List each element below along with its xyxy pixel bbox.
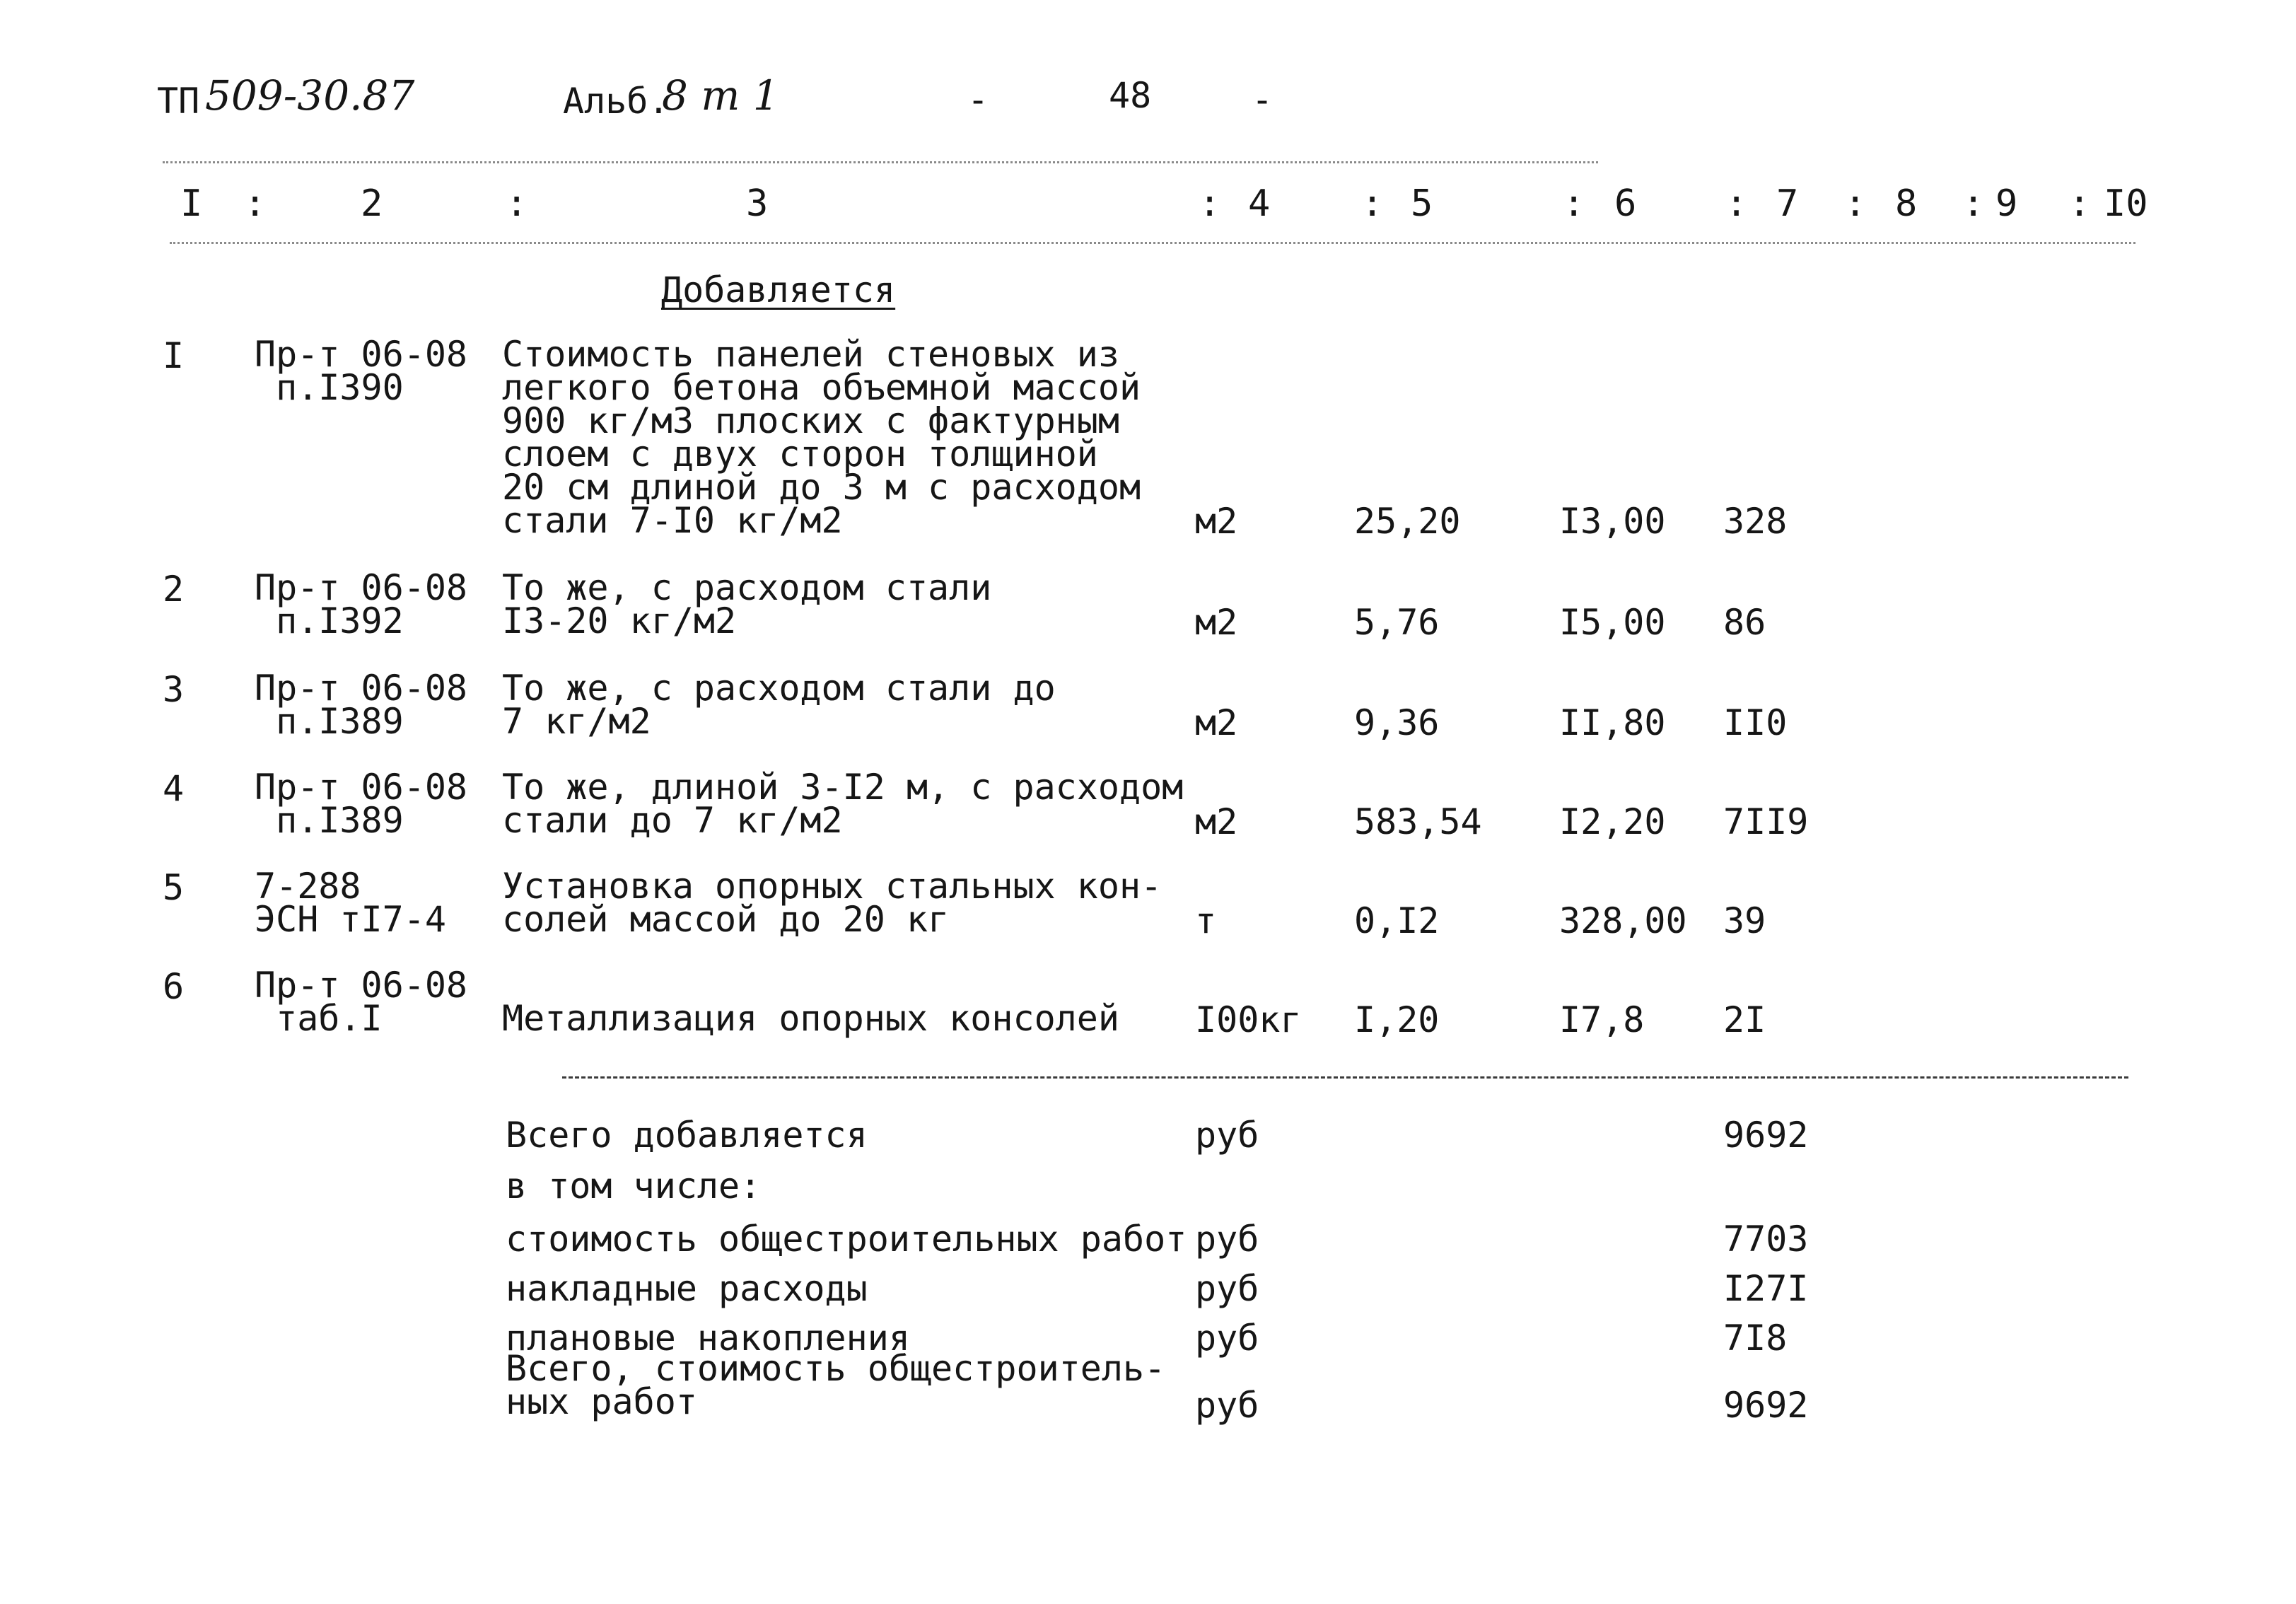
row-description: Металлизация опорных консолей <box>502 998 1119 1039</box>
row-description: То же, длиной 3-I2 м, с расходом стали до 7 кг/м2 <box>502 767 1184 841</box>
row-unit-price: I2,20 <box>1559 801 1666 842</box>
row-quantity: 5,76 <box>1354 602 1440 643</box>
page-dash-left: - <box>967 79 989 120</box>
summary-total: 9692 <box>1723 1385 1809 1426</box>
row-total: 2I <box>1723 999 1766 1040</box>
row-code: Пр-т 06-08 п.I390 <box>255 334 468 408</box>
column-separator: : <box>1725 182 1748 225</box>
column-number: 8 <box>1895 182 1918 225</box>
row-code: Пр-т 06-08 п.I389 <box>255 767 468 841</box>
row-description: То же, с расходом стали I3-20 кг/м2 <box>502 567 992 641</box>
summary-label: накладные расходы <box>506 1268 868 1309</box>
row-quantity: 9,36 <box>1354 702 1440 743</box>
summary-unit: руб <box>1195 1115 1259 1156</box>
album-number: 8 т 1 <box>662 71 779 120</box>
row-total: 39 <box>1723 900 1766 941</box>
column-separator: : <box>2068 182 2091 225</box>
row-unit: м2 <box>1195 801 1238 842</box>
summary-unit: руб <box>1195 1318 1259 1359</box>
column-separator: : <box>1844 182 1867 225</box>
doc-number: 509-30.87 <box>205 71 415 120</box>
row-unit-price: I5,00 <box>1559 602 1666 643</box>
summary-label: Всего добавляется <box>506 1115 868 1156</box>
column-separator: : <box>244 182 267 225</box>
row-description: Установка опорных стальных кон- солей массой до 20 кг <box>502 866 1162 940</box>
row-unit: т <box>1195 900 1217 941</box>
row-total: II0 <box>1723 702 1788 743</box>
row-total: 328 <box>1723 501 1788 542</box>
row-code: 7-288 ЭСН тI7-4 <box>255 866 446 940</box>
column-number: 7 <box>1776 182 1799 225</box>
row-quantity: 583,54 <box>1354 801 1482 842</box>
column-number: 9 <box>1995 182 2018 225</box>
row-description: То же, с расходом стали до 7 кг/м2 <box>502 668 1056 742</box>
page-number: 48 <box>1109 75 1152 116</box>
summary-label: плановые накопления <box>506 1318 910 1359</box>
row-unit-price: II,80 <box>1559 702 1666 743</box>
header-rule-top <box>163 161 1598 163</box>
section-title: Добавляется <box>661 269 896 310</box>
column-number: I <box>180 182 203 225</box>
summary-label: Всего, стоимость общестроитель- ных работ <box>506 1348 1166 1422</box>
row-unit-price: 328,00 <box>1559 900 1687 941</box>
column-number: 5 <box>1411 182 1433 225</box>
column-separator: : <box>506 182 528 225</box>
row-number: 4 <box>163 768 185 809</box>
row-unit: I00кг <box>1195 999 1302 1040</box>
column-number: 3 <box>746 182 769 225</box>
row-code: Пр-т 06-08 п.I392 <box>255 567 468 641</box>
row-total: 7II9 <box>1723 801 1809 842</box>
row-code: Пр-т 06-08 п.I389 <box>255 668 468 742</box>
row-unit: м2 <box>1195 602 1238 643</box>
column-number: I0 <box>2104 182 2148 225</box>
column-number: 2 <box>361 182 383 225</box>
column-separator: : <box>1361 182 1384 225</box>
row-description: Стоимость панелей стеновых из легкого бетона объемной массой 900 кг/м3 плоских с фактурным слоем с двух сторон толщиной 20 см длиной до 3 м с расходом стали 7-I0 кг/м2 <box>502 334 1141 541</box>
row-number: I <box>163 335 185 376</box>
summary-unit: руб <box>1195 1219 1259 1260</box>
summary-total: 7703 <box>1723 1219 1809 1260</box>
summary-label: в том числе: <box>506 1166 762 1207</box>
row-number: 3 <box>163 669 185 710</box>
column-number: 4 <box>1248 182 1271 225</box>
page-dash-right: - <box>1252 79 1274 120</box>
row-quantity: 25,20 <box>1354 501 1461 542</box>
row-quantity: I,20 <box>1354 999 1440 1040</box>
row-number: 6 <box>163 966 185 1007</box>
summary-unit: руб <box>1195 1385 1259 1426</box>
summary-divider <box>562 1076 2128 1079</box>
doc-prefix: ТП <box>157 81 200 122</box>
album-prefix: Альб. <box>563 81 670 122</box>
summary-total: I27I <box>1723 1268 1809 1309</box>
summary-label: стоимость общестроительных работ <box>506 1219 1187 1260</box>
column-number: 6 <box>1614 182 1637 225</box>
row-code: Пр-т 06-08 таб.I <box>255 965 468 1039</box>
summary-unit: руб <box>1195 1268 1259 1309</box>
summary-total: 9692 <box>1723 1115 1809 1156</box>
column-separator: : <box>1199 182 1221 225</box>
row-number: 5 <box>163 867 185 908</box>
row-unit-price: I7,8 <box>1559 999 1645 1040</box>
row-unit-price: I3,00 <box>1559 501 1666 542</box>
header-rule-bottom <box>170 242 2135 244</box>
row-quantity: 0,I2 <box>1354 900 1440 941</box>
summary-total: 7I8 <box>1723 1318 1788 1359</box>
row-unit: м2 <box>1195 501 1238 542</box>
row-unit: м2 <box>1195 702 1238 743</box>
column-separator: : <box>1563 182 1585 225</box>
column-separator: : <box>1962 182 1985 225</box>
row-total: 86 <box>1723 602 1766 643</box>
row-number: 2 <box>163 569 185 610</box>
